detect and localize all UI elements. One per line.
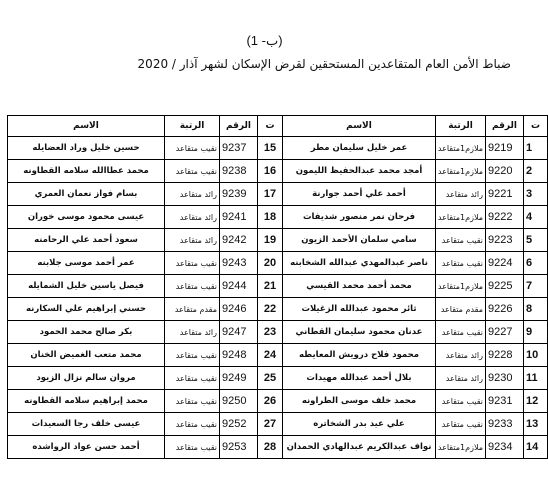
cell-number-left: 9247 <box>220 321 258 344</box>
cell-number-left: 9244 <box>220 275 258 298</box>
cell-seq-left: 28 <box>258 436 283 459</box>
table-row <box>8 137 548 160</box>
cell-name-right: محمود فلاح درويش المعايطه <box>283 344 436 367</box>
cell-seq-left: 15 <box>258 137 283 160</box>
cell-rank-right: ملازم1متقاعد <box>436 160 486 183</box>
cell-seq-left: 16 <box>258 160 283 183</box>
cell-name-right: محمد أحمد محمد القيسي <box>283 275 436 298</box>
cell-name-right: عدنان محمود سليمان القطاني <box>283 321 436 344</box>
cell-name-right: عمر خليل سليمان مطر <box>283 137 436 160</box>
cell-rank-left: نقيب متقاعد <box>165 275 220 298</box>
cell-rank-right: نقيب متقاعد <box>436 321 486 344</box>
table-row <box>8 206 548 229</box>
cell-name-right: أمجد محمد عبدالحفيظ الليمون <box>283 160 436 183</box>
cell-name-left: محمد إبراهيم سلامه القطاونه <box>8 390 165 413</box>
cell-seq-right: 10 <box>524 344 548 367</box>
cell-number-right: 9234 <box>486 436 524 459</box>
cell-rank-right: نقيب متقاعد <box>436 252 486 275</box>
cell-number-right: 9225 <box>486 275 524 298</box>
cell-seq-right: 12 <box>524 390 548 413</box>
cell-name-left: حسني إبراهيم علي السكارنه <box>8 298 165 321</box>
table-row <box>8 367 548 390</box>
cell-rank-left: نقيب متقاعد <box>165 390 220 413</box>
cell-number-left: 9249 <box>220 367 258 390</box>
cell-rank-right: رائد متقاعد <box>436 344 486 367</box>
cell-rank-right: نقيب متقاعد <box>436 413 486 436</box>
officers-table <box>7 115 548 459</box>
table-row <box>8 390 548 413</box>
cell-number-right: 9227 <box>486 321 524 344</box>
cell-name-right: محمد خلف موسى الطراونه <box>283 390 436 413</box>
cell-name-right: أحمد علي أحمد جوارنة <box>283 183 436 206</box>
table-row <box>8 252 548 275</box>
cell-seq-left: 27 <box>258 413 283 436</box>
table-row <box>8 298 548 321</box>
cell-rank-left: رائد متقاعد <box>165 229 220 252</box>
table-row <box>8 344 548 367</box>
cell-name-left: عيسى محمود موسى خوران <box>8 206 165 229</box>
cell-rank-left: نقيب متقاعد <box>165 436 220 459</box>
table-header-row <box>8 116 548 137</box>
cell-number-left: 9243 <box>220 252 258 275</box>
cell-number-left: 9239 <box>220 183 258 206</box>
cell-number-left: 9242 <box>220 229 258 252</box>
cell-number-right: 9220 <box>486 160 524 183</box>
document-code: (ب- 1) <box>246 33 283 48</box>
table-row <box>8 436 548 459</box>
cell-number-left: 9248 <box>220 344 258 367</box>
cell-seq-right: 11 <box>524 367 548 390</box>
cell-seq-left: 20 <box>258 252 283 275</box>
cell-name-left: بكر صالح محمد الحمود <box>8 321 165 344</box>
cell-seq-left: 24 <box>258 344 283 367</box>
header-name-left: الاسم <box>8 116 165 137</box>
cell-name-left: حسين خليل وراد العضايله <box>8 137 165 160</box>
cell-number-right: 9224 <box>486 252 524 275</box>
cell-name-right: علي عيد بدر الشخاتره <box>283 413 436 436</box>
cell-rank-left: رائد متقاعد <box>165 206 220 229</box>
header-seq-left: ت <box>258 116 283 137</box>
cell-number-right: 9230 <box>486 367 524 390</box>
cell-seq-right: 8 <box>524 298 548 321</box>
cell-seq-right: 13 <box>524 413 548 436</box>
cell-number-left: 9241 <box>220 206 258 229</box>
cell-seq-left: 17 <box>258 183 283 206</box>
cell-name-left: سعود أحمد علي الرحامنه <box>8 229 165 252</box>
cell-rank-left: رائد متقاعد <box>165 183 220 206</box>
cell-rank-right: نقيب متقاعد <box>436 390 486 413</box>
cell-rank-right: رائد متقاعد <box>436 367 486 390</box>
cell-seq-right: 9 <box>524 321 548 344</box>
cell-number-right: 9233 <box>486 413 524 436</box>
cell-seq-right: 5 <box>524 229 548 252</box>
cell-number-left: 9246 <box>220 298 258 321</box>
cell-name-left: أحمد حسن عواد الرواشده <box>8 436 165 459</box>
cell-rank-right: ملازم1متقاعد <box>436 436 486 459</box>
cell-rank-left: نقيب متقاعد <box>165 344 220 367</box>
header-rank-left: الرتبة <box>165 116 220 137</box>
cell-name-right: ثائر محمود عبدالله الزغيلات <box>283 298 436 321</box>
cell-seq-left: 21 <box>258 275 283 298</box>
cell-rank-right: ملازم1متقاعد <box>436 206 486 229</box>
cell-seq-left: 26 <box>258 390 283 413</box>
cell-rank-left: مقدم متقاعد <box>165 298 220 321</box>
cell-name-left: عمر أحمد موسى جلابنه <box>8 252 165 275</box>
document-title: ضباط الأمن العام المتقاعدين المستحقين لقرض الإسكان لشهر آذار / 2020 <box>137 57 511 71</box>
cell-number-left: 9253 <box>220 436 258 459</box>
cell-rank-left: نقيب متقاعد <box>165 137 220 160</box>
table-row <box>8 183 548 206</box>
header-name-right: الاسم <box>283 116 436 137</box>
cell-name-left: محمد متعب الغميض الخنان <box>8 344 165 367</box>
header-seq-right: ت <box>524 116 548 137</box>
cell-rank-left: نقيب متقاعد <box>165 367 220 390</box>
cell-name-right: سامي سلمان الأحمد الزيون <box>283 229 436 252</box>
cell-name-left: فيصل ياسين خليل الشمايله <box>8 275 165 298</box>
cell-name-left: بسام فواز نعمان العمري <box>8 183 165 206</box>
cell-number-left: 9252 <box>220 413 258 436</box>
header-rank-right: الرتبة <box>436 116 486 137</box>
cell-number-right: 9221 <box>486 183 524 206</box>
cell-number-right: 9226 <box>486 298 524 321</box>
cell-number-right: 9222 <box>486 206 524 229</box>
cell-name-right: نواف عبدالكريم عبدالهادي الحمدان <box>283 436 436 459</box>
cell-seq-right: 6 <box>524 252 548 275</box>
cell-seq-left: 18 <box>258 206 283 229</box>
cell-rank-left: رائد متقاعد <box>165 321 220 344</box>
cell-number-left: 9238 <box>220 160 258 183</box>
cell-seq-right: 7 <box>524 275 548 298</box>
cell-name-left: مروان سالم نزال الزيود <box>8 367 165 390</box>
cell-number-right: 9228 <box>486 344 524 367</box>
cell-rank-right: مقدم متقاعد <box>436 298 486 321</box>
table-row <box>8 413 548 436</box>
cell-name-right: ناصر عبدالمهدي عبدالله الشخابنه <box>283 252 436 275</box>
cell-rank-right: ملازم1متقاعد <box>436 275 486 298</box>
cell-rank-right: رائد متقاعد <box>436 183 486 206</box>
cell-seq-left: 19 <box>258 229 283 252</box>
cell-seq-left: 25 <box>258 367 283 390</box>
cell-seq-right: 14 <box>524 436 548 459</box>
cell-number-left: 9237 <box>220 137 258 160</box>
cell-name-left: محمد عطاالله سلامه القطاونه <box>8 160 165 183</box>
table-row <box>8 275 548 298</box>
table-row <box>8 160 548 183</box>
cell-seq-right: 2 <box>524 160 548 183</box>
cell-number-right: 9231 <box>486 390 524 413</box>
cell-rank-left: نقيب متقاعد <box>165 413 220 436</box>
header-number-right: الرقم <box>486 116 524 137</box>
cell-seq-left: 22 <box>258 298 283 321</box>
table-row <box>8 321 548 344</box>
cell-rank-right: نقيب متقاعد <box>436 229 486 252</box>
cell-name-left: عيسى خلف رجا السعيدات <box>8 413 165 436</box>
cell-seq-right: 4 <box>524 206 548 229</box>
cell-seq-left: 23 <box>258 321 283 344</box>
header-number-left: الرقم <box>220 116 258 137</box>
cell-name-right: بلال أحمد عبدالله مهيدات <box>283 367 436 390</box>
cell-number-right: 9223 <box>486 229 524 252</box>
cell-seq-right: 1 <box>524 137 548 160</box>
cell-rank-left: نقيب متقاعد <box>165 252 220 275</box>
cell-number-left: 9250 <box>220 390 258 413</box>
cell-seq-right: 3 <box>524 183 548 206</box>
cell-name-right: فرحان نمر منصور شديفات <box>283 206 436 229</box>
cell-rank-left: نقيب متقاعد <box>165 160 220 183</box>
table-row <box>8 229 548 252</box>
cell-number-right: 9219 <box>486 137 524 160</box>
cell-rank-right: ملازم1متقاعد <box>436 137 486 160</box>
